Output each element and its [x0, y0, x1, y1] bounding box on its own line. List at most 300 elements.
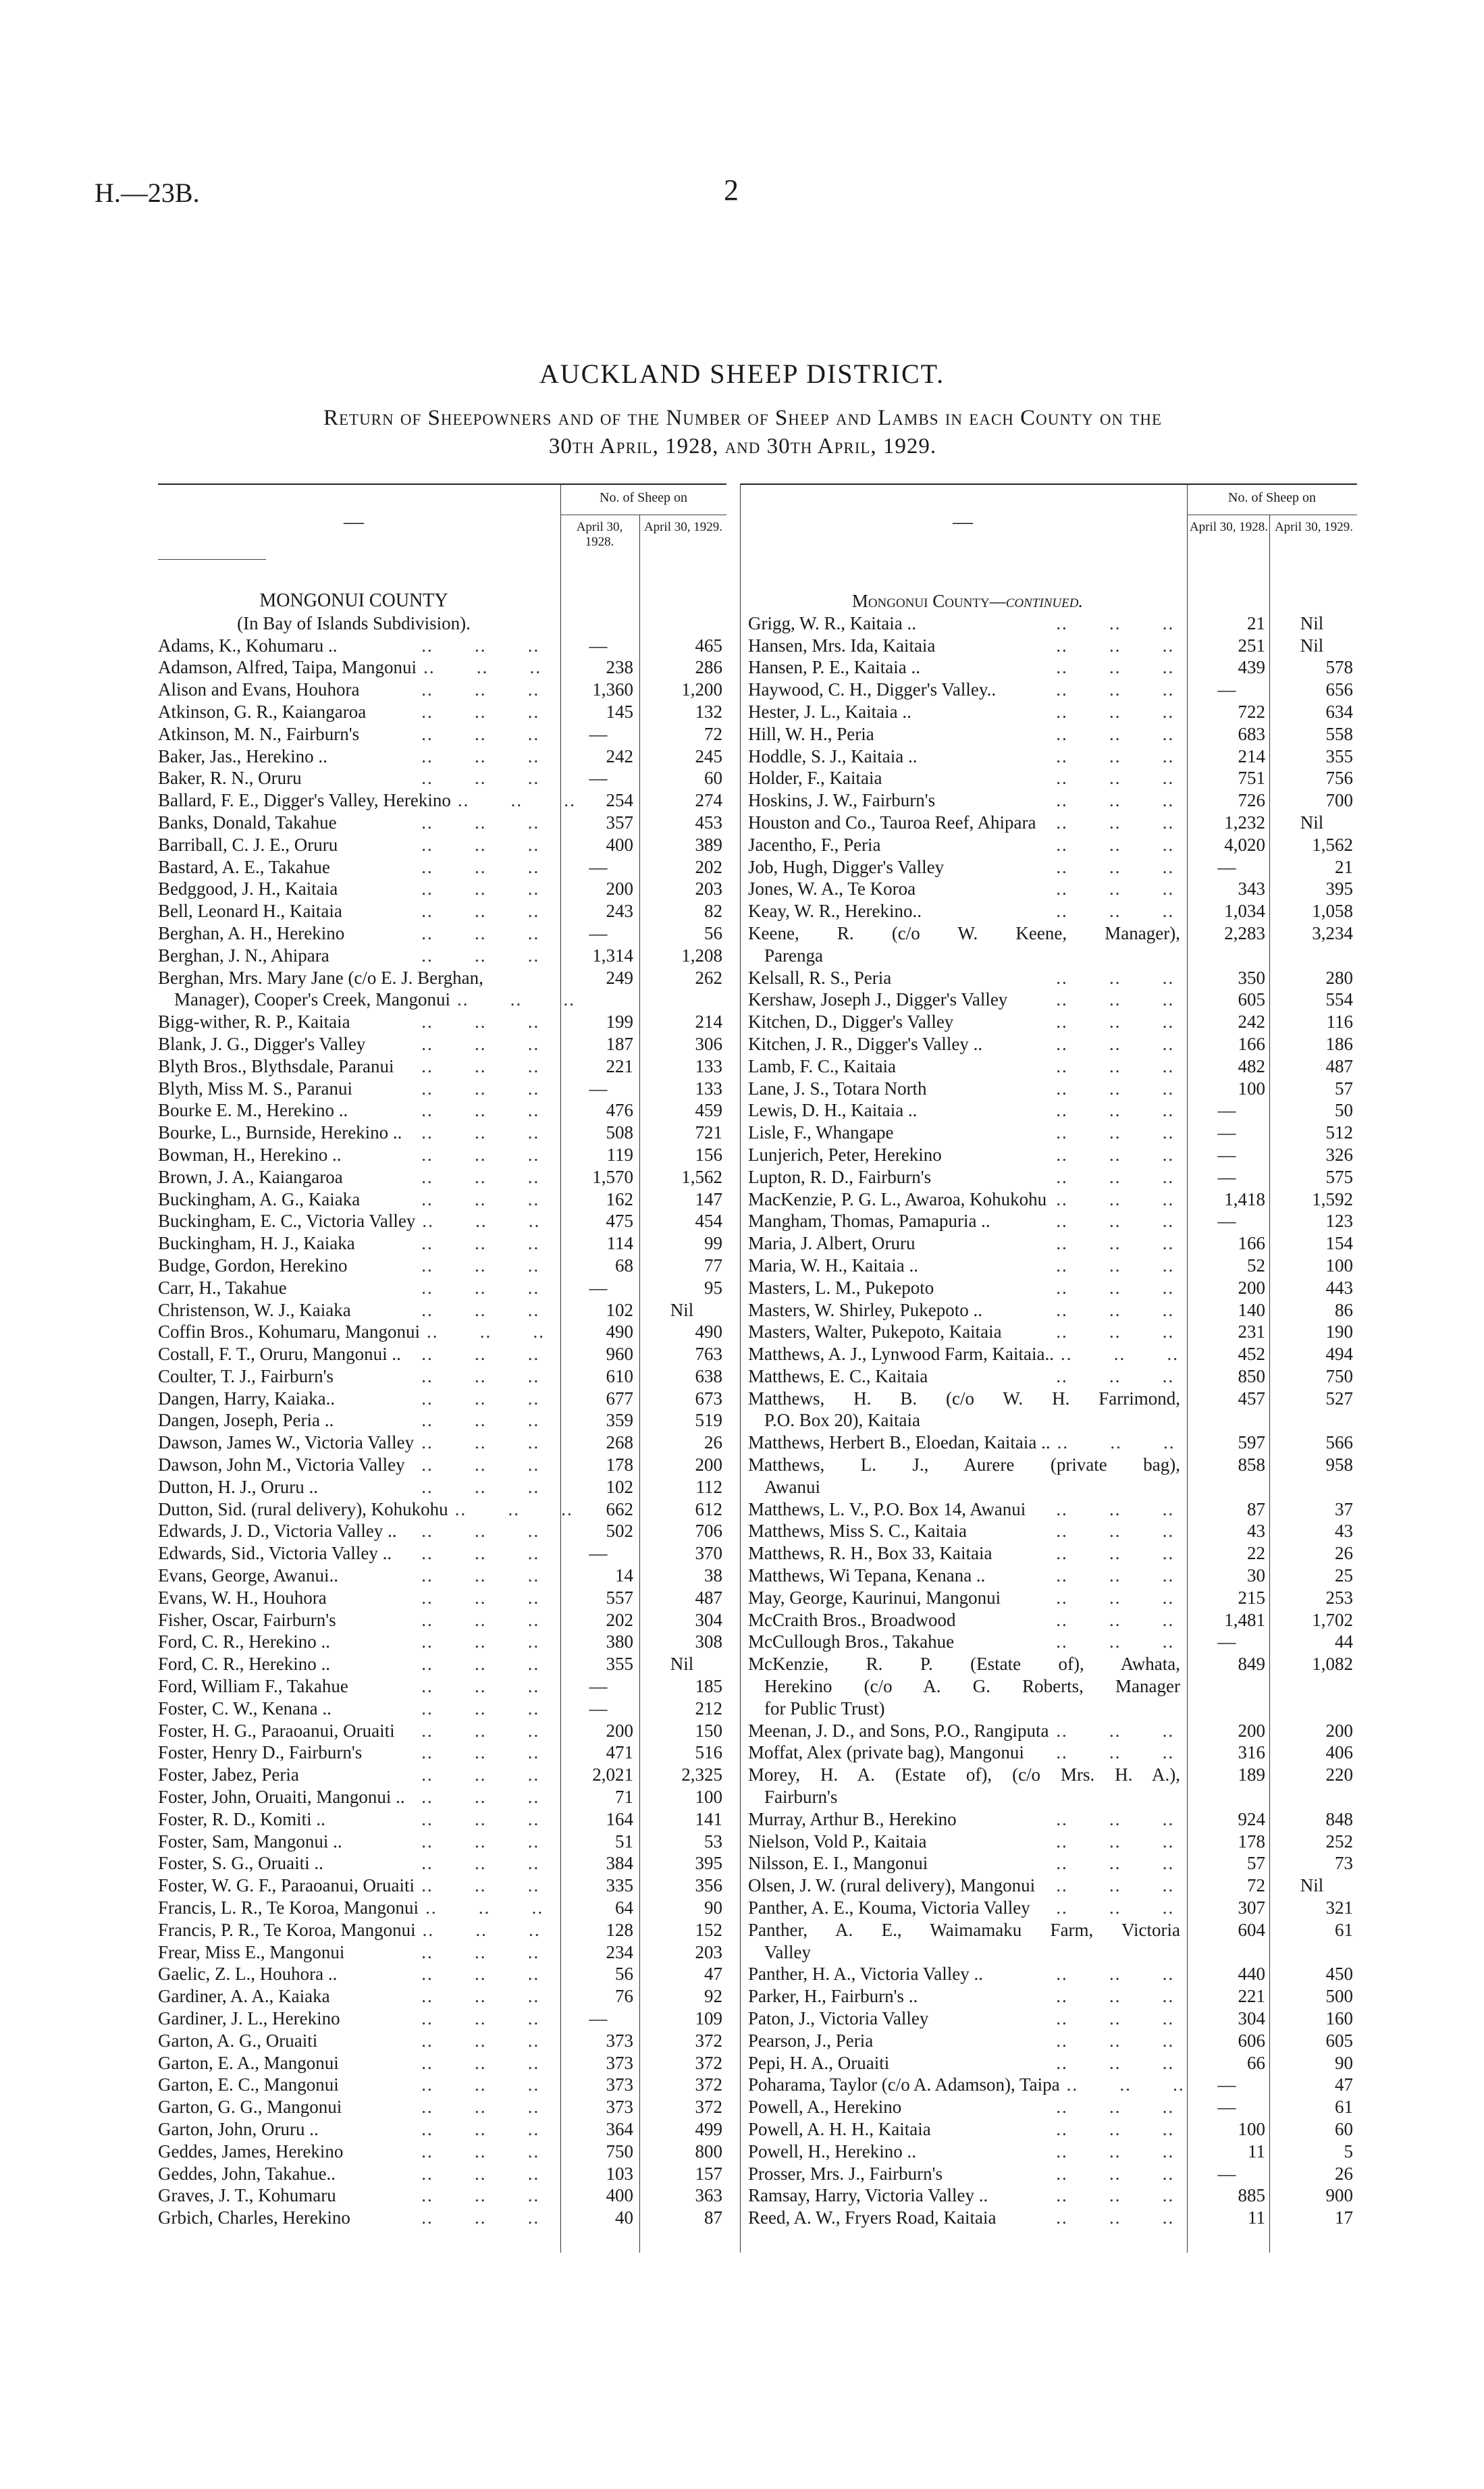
- owner-name-line: Parker, H., Fairburn's ..: [748, 1986, 918, 2007]
- dot-leader: .. .. ..: [1056, 1255, 1180, 1276]
- table-row: [158, 1365, 726, 1388]
- dot-leader: .. .. ..: [421, 1277, 546, 1298]
- count-1928: 307: [1238, 1897, 1265, 1918]
- table-row: [748, 2207, 1357, 2229]
- dot-leader: .. .. ..: [1056, 1211, 1180, 1232]
- dot-leader: .. .. ..: [1056, 2207, 1180, 2228]
- dot-leader: .. .. ..: [421, 1299, 546, 1320]
- dot-leader: .. .. ..: [1056, 723, 1180, 744]
- owner-name: [748, 900, 1180, 922]
- dot-leader: .. .. ..: [421, 1188, 546, 1209]
- owner-name: [158, 1963, 546, 1985]
- count-1929: 490: [695, 1321, 722, 1342]
- owner-name: [748, 1985, 1180, 2008]
- count-1929: 100: [695, 1787, 722, 1808]
- owner-name: [158, 2141, 546, 2163]
- table-row: [158, 2096, 726, 2118]
- owner-name: [748, 2074, 1191, 2096]
- table-row: [158, 2207, 726, 2229]
- dot-leader: .. .. ..: [1056, 1100, 1180, 1121]
- owner-name: [748, 1011, 1180, 1033]
- dot-leader: .. .. ..: [1056, 1144, 1180, 1165]
- owner-name-line: Ford, C. R., Herekino ..: [158, 1631, 330, 1652]
- owner-name: [158, 2030, 546, 2052]
- dot-leader: .. .. ..: [421, 2163, 546, 2184]
- table-row: [748, 1720, 1357, 1742]
- dot-leader: .. .. ..: [457, 790, 582, 811]
- count-1928: 722: [1238, 701, 1265, 722]
- table-row: [158, 1808, 726, 1831]
- table-row: [748, 878, 1357, 900]
- owner-name: [748, 1720, 1180, 1742]
- count-1928: 610: [606, 1365, 633, 1386]
- count-1929: 133: [695, 1078, 722, 1099]
- owner-name-line: Herekino (c/o A. G. Roberts, Manager: [764, 1676, 1180, 1697]
- count-1928: —: [1217, 856, 1236, 877]
- owner-name-line: Powell, H., Herekino ..: [748, 2141, 916, 2162]
- count-1929: 656: [1325, 679, 1353, 700]
- owner-name: [748, 989, 1180, 1011]
- count-1928: 343: [1238, 879, 1265, 899]
- table-row: [748, 1631, 1357, 1653]
- count-1929: 112: [695, 1476, 722, 1497]
- count-1928: —: [589, 856, 608, 877]
- owner-name: [158, 767, 546, 789]
- count-1929: 100: [1325, 1255, 1353, 1276]
- count-1929: 203: [695, 1941, 722, 1962]
- count-1929: 47: [1335, 2074, 1353, 2095]
- dot-leader: .. .. ..: [1056, 1277, 1180, 1298]
- owner-name: [748, 1078, 1180, 1100]
- owner-name-line: Bigg-wither, R. P., Kaitaia: [158, 1012, 350, 1032]
- count-1928: 200: [606, 879, 633, 899]
- owner-name-line: Ford, William F., Takahue: [158, 1676, 348, 1697]
- count-1929: 372: [695, 2097, 722, 2118]
- owner-name-line: Francis, L. R., Te Koroa, Mangonui: [158, 1897, 419, 1918]
- count-1928: 14: [615, 1565, 633, 1586]
- owner-name-line: Pepi, H. A., Oruaiti: [748, 2052, 890, 2073]
- owner-name: [158, 1277, 546, 1299]
- count-1928: 128: [606, 1919, 633, 1940]
- table-row: [748, 745, 1357, 768]
- count-1928: 1,360: [592, 679, 633, 700]
- owner-name: [748, 1520, 1180, 1542]
- table-row: [748, 1210, 1357, 1232]
- count-1928: —: [1217, 2074, 1236, 2095]
- count-1928: 359: [606, 1410, 633, 1431]
- dot-leader: .. .. ..: [423, 657, 548, 678]
- table-row: [158, 1985, 726, 2008]
- owner-name-line: Pearson, J., Peria: [748, 2030, 874, 2051]
- dot-leader: .. .. ..: [457, 989, 581, 1010]
- table-row: [748, 1741, 1357, 1764]
- count-1929: 527: [1325, 1388, 1353, 1409]
- owner-name: [748, 1255, 1180, 1277]
- table-row: [158, 1078, 726, 1100]
- owner-name-line: McCullough Bros., Takahue: [748, 1631, 955, 1652]
- owner-name-line: Panther, A. E., Kouma, Victoria Valley: [748, 1897, 1030, 1918]
- owner-name-line: Christenson, W. J., Kaiaka: [158, 1299, 351, 1320]
- count-1928: 22: [1247, 1543, 1265, 1564]
- owner-name: [158, 789, 582, 812]
- count-1929: 706: [695, 1521, 722, 1542]
- owner-name-line: Ballard, F. E., Digger's Valley, Herekino: [158, 790, 451, 811]
- count-1928: 4,020: [1224, 834, 1265, 855]
- owner-name: [748, 834, 1180, 856]
- table-row: [158, 1277, 726, 1299]
- owner-name-line: Matthews, E. C., Kaitaia: [748, 1365, 928, 1386]
- table-row: [158, 856, 726, 879]
- count-1929: 673: [695, 1388, 722, 1409]
- dot-leader: .. .. ..: [421, 1410, 546, 1431]
- count-1929: 220: [1325, 1764, 1353, 1785]
- owner-name: [748, 1831, 1180, 1853]
- count-1929: 1,592: [1312, 1188, 1353, 1209]
- owner-name: [748, 2184, 1180, 2207]
- owner-name: [158, 1831, 546, 1853]
- owner-name-line: Fairburn's: [764, 1787, 838, 1808]
- right-sheep-table: [740, 483, 1357, 2374]
- count-1928: 476: [606, 1100, 633, 1121]
- owner-name: [158, 656, 546, 679]
- count-1929: 554: [1325, 989, 1353, 1010]
- table-row: [158, 1897, 726, 1919]
- table-row: [748, 1388, 1357, 1432]
- owner-name: [158, 812, 546, 834]
- table-row: [158, 1122, 726, 1144]
- owner-name-line: Moffat, Alex (private bag), Mangonui: [748, 1742, 1024, 1763]
- owner-name-line: Foster, Henry D., Fairburn's: [158, 1742, 363, 1763]
- table-row: [748, 1277, 1357, 1299]
- count-1928: 683: [1238, 723, 1265, 744]
- owner-name-line: Buckingham, H. J., Kaiaka: [158, 1233, 355, 1254]
- table-row: [748, 1166, 1357, 1188]
- owner-name: [748, 1388, 1180, 1432]
- count-1929: 450: [1325, 1964, 1353, 1985]
- dot-leader: .. .. ..: [421, 1676, 546, 1697]
- table-row: [158, 679, 726, 701]
- column-divider: [740, 483, 741, 2253]
- table-row: [158, 834, 726, 856]
- owner-name-line: Gardiner, J. L., Herekino: [158, 2008, 340, 2028]
- owner-name: [748, 856, 1180, 879]
- count-1929: 56: [704, 922, 722, 943]
- count-1928: 2,283: [1224, 922, 1265, 943]
- count-1928: 439: [1238, 657, 1265, 678]
- dot-leader: .. .. ..: [1056, 679, 1180, 700]
- count-1928: 268: [606, 1432, 633, 1453]
- owner-name-line: Powell, A., Herekino: [748, 2097, 902, 2118]
- count-1929: 326: [1325, 1144, 1353, 1165]
- owner-name-line: McKenzie, R. P. (Estate of), Awhata,: [748, 1654, 1180, 1675]
- count-1928: 68: [615, 1255, 633, 1276]
- owner-name-line: Foster, W. G. F., Paraoanui, Oruaiti: [158, 1875, 415, 1896]
- count-1929: 123: [1325, 1211, 1353, 1232]
- owner-name: [158, 1520, 546, 1542]
- owner-name-line: Kitchen, J. R., Digger's Valley ..: [748, 1033, 983, 1054]
- count-1928: 254: [606, 790, 633, 811]
- owner-name-line: Nilsson, E. I., Mangonui: [748, 1853, 928, 1874]
- count-1929: 60: [704, 768, 722, 789]
- table-row: [748, 1542, 1357, 1565]
- owner-name: [158, 2118, 546, 2141]
- owner-name: [158, 1232, 546, 1255]
- dot-leader: .. .. ..: [1056, 2141, 1180, 2162]
- table-row: [748, 635, 1357, 657]
- dot-leader: .. .. ..: [1056, 1986, 1180, 2007]
- table-row: [158, 767, 726, 789]
- count-1928: —: [1217, 1166, 1236, 1187]
- owner-name: [748, 1299, 1180, 1321]
- count-1929: 82: [704, 901, 722, 922]
- count-1928: 145: [606, 701, 633, 722]
- count-1929: 605: [1325, 2030, 1353, 2051]
- owner-name-line: Maria, W. H., Kaitaia ..: [748, 1255, 918, 1276]
- owner-name: [748, 2008, 1180, 2030]
- dot-leader: .. .. ..: [1056, 2052, 1180, 2073]
- table-row: [748, 789, 1357, 812]
- count-1929: 253: [1325, 1587, 1353, 1608]
- count-1928: 849: [1238, 1654, 1265, 1675]
- owner-name: [748, 1963, 1180, 1985]
- owner-name-line: Hoskins, J. W., Fairburn's: [748, 790, 936, 811]
- count-1928: 166: [1238, 1033, 1265, 1054]
- dot-leader: .. .. ..: [1056, 657, 1180, 678]
- count-1928: 502: [606, 1521, 633, 1542]
- dot-leader: .. .. ..: [421, 1100, 546, 1121]
- count-1929: 147: [695, 1188, 722, 1209]
- count-1928: 242: [606, 745, 633, 766]
- count-1929: 47: [704, 1964, 722, 1985]
- owner-name: [158, 1631, 546, 1653]
- dot-leader: .. .. ..: [1056, 2097, 1180, 2118]
- owner-name-line: Garton, E. A., Mangonui: [158, 2052, 339, 2073]
- table-row: [158, 1764, 726, 1786]
- table-row: [748, 1875, 1357, 1897]
- dot-leader: .. .. ..: [421, 812, 546, 833]
- table-row: [158, 1498, 726, 1521]
- dot-leader: .. .. ..: [421, 1720, 546, 1741]
- count-1928: 57: [1247, 1853, 1265, 1874]
- owner-name-line: Barriball, C. J. E., Oruru: [158, 834, 338, 855]
- count-1929: 900: [1325, 2185, 1353, 2206]
- sheep-count-group-header: No. of Sheep on: [1228, 490, 1316, 505]
- count-1928: 238: [606, 657, 633, 678]
- count-1928: —: [1217, 1211, 1236, 1232]
- owner-name-line: Budge, Gordon, Herekino: [158, 1255, 348, 1276]
- table-row: [158, 900, 726, 922]
- table-row: [158, 2184, 726, 2207]
- count-1928: 751: [1238, 768, 1265, 789]
- owner-name: [158, 922, 546, 945]
- subtitle-line: Return of Sheepowners and of the Number of Sheep and Lambs in each County on the: [323, 406, 1163, 430]
- owner-name: [158, 1210, 546, 1232]
- dot-leader: .. .. ..: [1056, 834, 1180, 855]
- count-1929: 750: [1325, 1365, 1353, 1386]
- owner-name-line: Powell, A. H. H., Kaitaia: [748, 2118, 931, 2139]
- owner-name: [158, 1919, 546, 1941]
- count-1928: 249: [606, 967, 633, 988]
- owner-name-line: McCraith Bros., Broadwood: [748, 1609, 956, 1630]
- owner-name-line: Grigg, W. R., Kaitaia ..: [748, 612, 916, 633]
- owner-name-line: Prosser, Mrs. J., Fairburn's: [748, 2163, 943, 2184]
- owner-name: [158, 2096, 546, 2118]
- dot-leader: .. .. ..: [1056, 1897, 1180, 1918]
- table-top-rule: [158, 483, 726, 485]
- owner-name-line: Matthews, R. H., Box 33, Kaitaia: [748, 1543, 992, 1564]
- count-1928: 140: [1238, 1299, 1265, 1320]
- owner-name: [158, 1741, 546, 1764]
- owner-name: [748, 656, 1180, 679]
- dot-leader: .. .. ..: [421, 879, 546, 899]
- dot-leader: .. .. ..: [1056, 1033, 1180, 1054]
- count-1929: 487: [695, 1587, 722, 1608]
- table-row: [158, 1653, 726, 1675]
- table-row: [158, 1255, 726, 1277]
- table-row: [158, 945, 726, 967]
- table-row: [158, 1033, 726, 1055]
- owner-name: [158, 1698, 546, 1720]
- dot-leader: .. .. ..: [421, 1853, 546, 1874]
- dot-leader: .. .. ..: [421, 1808, 546, 1829]
- count-1928: 557: [606, 1587, 633, 1608]
- left-sheep-table: [158, 483, 726, 2374]
- table-row: [158, 1720, 726, 1742]
- dot-leader: .. .. ..: [421, 1565, 546, 1586]
- owner-name-line: Banks, Donald, Takahue: [158, 812, 337, 833]
- county-name: Mongonui County: [851, 591, 990, 611]
- owner-name-line: Houston and Co., Tauroa Reef, Ahipara: [748, 812, 1036, 833]
- table-row: [748, 1963, 1357, 1985]
- table-row: [748, 1078, 1357, 1100]
- count-1928: 100: [1238, 2118, 1265, 2139]
- dot-leader: .. .. ..: [421, 1654, 546, 1675]
- owner-name: [748, 1631, 1180, 1653]
- count-1928: 102: [606, 1476, 633, 1497]
- count-1928: 373: [606, 2052, 633, 2073]
- table-row: [158, 878, 726, 900]
- owner-name-line: Nielson, Vold P., Kaitaia: [748, 1831, 927, 1852]
- table-row: [748, 1099, 1357, 1122]
- table-row: [158, 656, 726, 679]
- owner-name-line: Dangen, Harry, Kaiaka..: [158, 1388, 336, 1409]
- count-1928: 1,314: [592, 945, 633, 966]
- owner-name-line: Foster, C. W., Kenana ..: [158, 1698, 332, 1719]
- owner-name: [748, 1055, 1180, 1078]
- table-row: [748, 1454, 1357, 1498]
- table-row: [158, 1476, 726, 1498]
- owner-name-line: Paton, J., Victoria Valley: [748, 2008, 929, 2028]
- dot-leader: .. .. ..: [421, 2185, 546, 2206]
- name-column-header: —: [344, 510, 364, 533]
- owner-name-line: Bell, Leonard H., Kaitaia: [158, 901, 342, 922]
- table-row: [158, 723, 726, 745]
- dot-leader: .. .. ..: [421, 1631, 546, 1652]
- owner-name-line: Garton, John, Oruru ..: [158, 2118, 319, 2139]
- table-row: [748, 2141, 1357, 2163]
- owner-name: [748, 1542, 1180, 1565]
- county-heading: MONGONUI COUNTY: [259, 590, 448, 611]
- count-1929: 61: [1335, 2097, 1353, 2118]
- owner-name: [748, 1122, 1180, 1144]
- dot-leader: .. .. ..: [1056, 1012, 1180, 1032]
- count-1929: 1,208: [681, 945, 722, 966]
- count-1928: 384: [606, 1853, 633, 1874]
- table-row: [748, 1985, 1357, 2008]
- dot-leader: .. .. ..: [421, 2207, 546, 2228]
- table-row: [748, 2030, 1357, 2052]
- dot-leader: .. .. ..: [1056, 2185, 1180, 2206]
- dot-leader: .. .. ..: [1056, 1808, 1180, 1829]
- owner-name-line: Haywood, C. H., Digger's Valley..: [748, 679, 997, 700]
- count-1928: 52: [1247, 1255, 1265, 1276]
- table-row: [158, 1432, 726, 1454]
- count-1928: 64: [615, 1897, 633, 1918]
- owner-name-line: Lunjerich, Peter, Herekino: [748, 1144, 942, 1165]
- owner-name-line: Edwards, Sid., Victoria Valley ..: [158, 1543, 392, 1564]
- count-1928: 243: [606, 901, 633, 922]
- owner-name: [748, 679, 1180, 701]
- count-1929: 756: [1325, 768, 1353, 789]
- table-row: [158, 2141, 726, 2163]
- count-1928: 471: [606, 1742, 633, 1763]
- count-1929: 2,325: [681, 1764, 722, 1785]
- dot-leader: .. .. ..: [421, 679, 546, 700]
- table-row: [158, 1454, 726, 1476]
- owner-name: [748, 1897, 1180, 1919]
- table-row: [158, 1675, 726, 1698]
- table-row: [748, 2008, 1357, 2030]
- table-row: [748, 812, 1357, 834]
- owner-name-line: Matthews, H. B. (c/o W. H. Farrimond,: [748, 1388, 1180, 1409]
- count-1928: —: [1217, 1144, 1236, 1165]
- count-1928: 350: [1238, 967, 1265, 988]
- dot-leader: .. .. ..: [1056, 1321, 1180, 1342]
- table-row: [158, 1698, 726, 1720]
- table-row: [158, 789, 726, 812]
- table-row: [748, 1852, 1357, 1875]
- count-1929: 38: [704, 1565, 722, 1586]
- table-row: [748, 1188, 1357, 1211]
- col-1929-header: April 30, 1929.: [643, 520, 723, 534]
- dot-leader: .. .. ..: [421, 1033, 546, 1054]
- owner-name-line: Holder, F., Kaitaia: [748, 768, 882, 789]
- table-row: [748, 1299, 1357, 1321]
- owner-name: [748, 1653, 1180, 1719]
- count-1928: 221: [1238, 1986, 1265, 2007]
- owner-name-line: Foster, R. D., Komiti ..: [158, 1808, 325, 1829]
- count-1928: 200: [1238, 1720, 1265, 1741]
- count-1929: 575: [1325, 1166, 1353, 1187]
- count-1929: 21: [1335, 856, 1353, 877]
- count-1928: —: [589, 1277, 608, 1298]
- owner-name-line: Dawson, James W., Victoria Valley: [158, 1432, 415, 1453]
- dot-leader: .. .. ..: [1056, 1055, 1180, 1076]
- owner-name-line: Bowman, H., Herekino ..: [158, 1144, 342, 1165]
- dot-leader: .. .. ..: [421, 1233, 546, 1254]
- owner-name: [158, 1343, 546, 1365]
- count-1928: 102: [606, 1299, 633, 1320]
- owner-name-line: Adams, K., Kohumaru ..: [158, 635, 338, 656]
- count-1929: 321: [1325, 1897, 1353, 1918]
- count-1928: 21: [1247, 612, 1265, 633]
- dot-leader: .. .. ..: [422, 1211, 547, 1232]
- subtitle-line: 30th April, 1928, and 30th April, 1929.: [548, 434, 937, 459]
- dot-leader: .. .. ..: [425, 1897, 550, 1918]
- owner-name: [158, 1587, 546, 1609]
- count-1928: 72: [1247, 1875, 1265, 1896]
- owner-name: [748, 1852, 1180, 1875]
